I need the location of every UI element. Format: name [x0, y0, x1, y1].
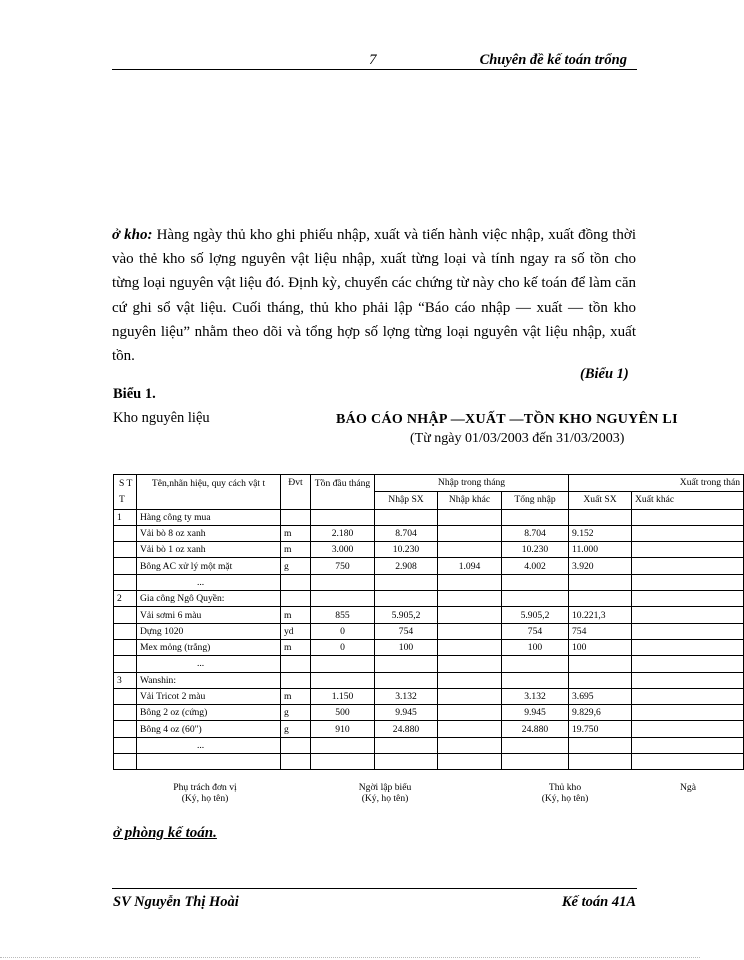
signature-title: Ngà [680, 782, 696, 793]
table-row [114, 525, 744, 541]
cell-stt: 3 [114, 672, 137, 688]
cell-export-other [632, 721, 744, 737]
col-unit: Đvt [281, 475, 311, 510]
paragraph-lead: ở kho: [112, 227, 153, 243]
cell-stt [114, 525, 137, 541]
cell-unit: m [281, 607, 311, 623]
body-paragraph [112, 223, 636, 368]
report-table-wrapper [113, 474, 740, 772]
table-row [114, 705, 744, 721]
cell-import-other [438, 737, 502, 753]
cell-stt [114, 542, 137, 558]
table-row [114, 688, 744, 704]
cell-opening [311, 754, 375, 770]
col-import-group: Nhập trong tháng [375, 475, 569, 492]
cell-import-total [502, 754, 569, 770]
cell-name: ... [137, 656, 281, 672]
cell-unit [281, 509, 311, 525]
cell-import-other [438, 623, 502, 639]
cell-opening: 750 [311, 558, 375, 574]
cell-import-total: 9.945 [502, 705, 569, 721]
header-rule [112, 69, 637, 70]
cell-import-sx: 10.230 [375, 542, 438, 558]
cell-import-total: 3.132 [502, 688, 569, 704]
cell-stt [114, 607, 137, 623]
col-stt: S T T [114, 475, 137, 510]
cell-export-other [632, 558, 744, 574]
cell-stt [114, 688, 137, 704]
paragraph-text: Hàng ngày thủ kho ghi phiếu nhập, xuất và tiến hành việc nhập, xuất đồng thời vào thẻ kho số lợng nguyên vật liệu nhập, xuất từng loại và tính ngay ra số tồn cho từng loại nguyên vật liệu đó. Định kỳ, chuyển các chứng từ này cho kế toán để làm căn cứ ghi sổ vật liệu. Cuối tháng, thủ kho phải lập “Báo cáo nhập — xuất — tồn kho nguyên liệu” nhằm theo dõi và tổng hợp số lợng từng loại nguyên vật liệu nhập, xuất tồn. [112, 227, 636, 365]
col-name: Tên,nhãn hiệu, quy cách vật t [137, 475, 281, 510]
cell-name: Bông AC xử lý một mặt [137, 558, 281, 574]
cell-stt [114, 705, 137, 721]
cell-import-total [502, 656, 569, 672]
col-export-sx: Xuất SX [569, 492, 632, 509]
page-number: 7 [369, 52, 377, 68]
cell-export-sx [569, 656, 632, 672]
cell-export-sx: 3.695 [569, 688, 632, 704]
signature-title: Phụ trách đơn vị [173, 782, 237, 793]
cell-import-sx [375, 672, 438, 688]
cell-unit: m [281, 688, 311, 704]
cell-opening: 3.000 [311, 542, 375, 558]
cell-export-sx [569, 574, 632, 590]
cell-import-sx [375, 574, 438, 590]
cell-opening: 1.150 [311, 688, 375, 704]
report-table [113, 474, 744, 770]
cell-stt: 1 [114, 509, 137, 525]
cell-import-sx [375, 754, 438, 770]
cell-import-total: 24.880 [502, 721, 569, 737]
cell-export-other [632, 607, 744, 623]
cell-stt [114, 558, 137, 574]
bieu-reference: (Biểu 1) [580, 366, 629, 382]
cell-import-total: 100 [502, 639, 569, 655]
table-row [114, 754, 744, 770]
cell-import-total [502, 574, 569, 590]
cell-unit [281, 737, 311, 753]
signature-1 [150, 782, 260, 804]
cell-export-other [632, 639, 744, 655]
cell-opening: 0 [311, 639, 375, 655]
signature-sub: (Ký, họ tên) [541, 793, 589, 804]
cell-name: Dựng 1020 [137, 623, 281, 639]
page-header [112, 52, 637, 70]
cell-export-other [632, 574, 744, 590]
cell-name: ... [137, 574, 281, 590]
signature-4 [680, 782, 720, 793]
cell-import-other [438, 591, 502, 607]
cell-opening: 0 [311, 623, 375, 639]
report-subtitle: (Từ ngày 01/03/2003 đến 31/03/2003) [410, 431, 625, 446]
cell-export-other [632, 623, 744, 639]
cell-unit: g [281, 705, 311, 721]
cell-import-sx [375, 656, 438, 672]
signature-sub: (Ký, họ tên) [181, 793, 229, 804]
cell-stt [114, 656, 137, 672]
cell-export-other [632, 672, 744, 688]
cell-import-other [438, 672, 502, 688]
cell-export-sx: 19.750 [569, 721, 632, 737]
cell-name: Wanshin: [137, 672, 281, 688]
cell-name: Hàng công ty mua [137, 509, 281, 525]
signature-sub: (Ký, họ tên) [361, 793, 409, 804]
cell-stt [114, 623, 137, 639]
cell-stt [114, 574, 137, 590]
table-row [114, 656, 744, 672]
cell-import-other [438, 542, 502, 558]
col-import-sx: Nhập SX [375, 492, 438, 509]
col-opening: Tồn đầu tháng [311, 475, 375, 510]
cell-export-sx: 3.920 [569, 558, 632, 574]
cell-import-total: 8.704 [502, 525, 569, 541]
col-import-total: Tổng nhập [502, 492, 569, 509]
cell-import-sx: 754 [375, 623, 438, 639]
report-title: BÁO CÁO NHẬP —XUẤT —TỒN KHO NGUYÊN LI [336, 412, 678, 427]
cell-stt [114, 737, 137, 753]
cell-export-other [632, 542, 744, 558]
signature-title: Thủ kho [548, 782, 582, 793]
cell-name: Mex mỏng (trắng) [137, 639, 281, 655]
table-row [114, 542, 744, 558]
cell-unit: m [281, 639, 311, 655]
cell-export-sx: 11.000 [569, 542, 632, 558]
cell-import-total: 754 [502, 623, 569, 639]
cell-import-sx [375, 591, 438, 607]
cell-export-sx: 100 [569, 639, 632, 655]
cell-export-other [632, 688, 744, 704]
cell-import-sx [375, 509, 438, 525]
cell-stt [114, 721, 137, 737]
cell-import-other [438, 607, 502, 623]
cell-export-other [632, 737, 744, 753]
col-import-other: Nhập khác [438, 492, 502, 509]
cell-opening: 500 [311, 705, 375, 721]
cell-import-other [438, 525, 502, 541]
table-header-row [114, 475, 744, 492]
cell-export-sx: 754 [569, 623, 632, 639]
cell-name: Vải Tricot 2 màu [137, 688, 281, 704]
cell-import-sx: 24.880 [375, 721, 438, 737]
signature-2 [330, 782, 440, 804]
cell-export-other [632, 525, 744, 541]
cell-export-sx [569, 591, 632, 607]
col-export-other: Xuất khác [632, 492, 744, 509]
cell-export-other [632, 754, 744, 770]
cell-export-other [632, 656, 744, 672]
cell-export-sx: 10.221,3 [569, 607, 632, 623]
cell-export-sx [569, 737, 632, 753]
cell-import-sx: 5.905,2 [375, 607, 438, 623]
table-row [114, 737, 744, 753]
cell-export-sx [569, 509, 632, 525]
cell-export-sx: 9.829,6 [569, 705, 632, 721]
footer-rule [112, 888, 637, 889]
footer-author: SV Nguyễn Thị Hoài [113, 894, 239, 910]
cell-import-total: 5.905,2 [502, 607, 569, 623]
cell-import-total [502, 737, 569, 753]
cell-export-sx [569, 672, 632, 688]
cell-import-total [502, 591, 569, 607]
cell-stt [114, 754, 137, 770]
table-row [114, 721, 744, 737]
cell-opening [311, 591, 375, 607]
cell-opening [311, 574, 375, 590]
cell-opening [311, 737, 375, 753]
cell-import-total [502, 509, 569, 525]
cell-import-other [438, 639, 502, 655]
cell-name: Bông 2 oz (cứng) [137, 705, 281, 721]
cell-import-other: 1.094 [438, 558, 502, 574]
cell-unit [281, 591, 311, 607]
table-row [114, 623, 744, 639]
cell-export-sx: 9.152 [569, 525, 632, 541]
cell-import-sx: 9.945 [375, 705, 438, 721]
cell-import-other [438, 688, 502, 704]
bieu-label: Biểu 1. [113, 386, 156, 402]
cell-unit: g [281, 721, 311, 737]
cell-unit [281, 754, 311, 770]
table-row [114, 607, 744, 623]
cell-name: ... [137, 737, 281, 753]
cell-import-total: 4.002 [502, 558, 569, 574]
cell-unit [281, 672, 311, 688]
section-heading: ở phòng kế toán. [113, 825, 217, 841]
cell-import-sx [375, 737, 438, 753]
cell-import-other [438, 656, 502, 672]
signature-3 [510, 782, 620, 804]
document-title: Chuyên đề kế toán trổng [479, 52, 627, 68]
cell-opening [311, 509, 375, 525]
cell-name: Vải bò 8 oz xanh [137, 525, 281, 541]
cell-name [137, 754, 281, 770]
cell-import-other [438, 721, 502, 737]
cell-unit: yd [281, 623, 311, 639]
cell-opening [311, 672, 375, 688]
cell-import-other [438, 509, 502, 525]
table-row [114, 591, 744, 607]
col-export-group: Xuất trong thán [569, 475, 744, 492]
cell-import-total [502, 672, 569, 688]
cell-stt: 2 [114, 591, 137, 607]
cell-name: Vải sơmi 6 màu [137, 607, 281, 623]
cell-opening: 855 [311, 607, 375, 623]
cell-unit [281, 656, 311, 672]
cell-import-total: 10.230 [502, 542, 569, 558]
cell-opening: 2.180 [311, 525, 375, 541]
cell-unit: m [281, 542, 311, 558]
table-row [114, 672, 744, 688]
cell-import-other [438, 754, 502, 770]
cell-name: Gia công Ngô Quyền: [137, 591, 281, 607]
signature-title: Ngời lập biểu [358, 782, 412, 793]
cell-opening [311, 656, 375, 672]
table-row [114, 639, 744, 655]
cell-import-sx: 100 [375, 639, 438, 655]
store-label: Kho nguyên liệu [113, 410, 210, 426]
cell-import-sx: 3.132 [375, 688, 438, 704]
cell-name: Vải bò 1 oz xanh [137, 542, 281, 558]
cell-unit: m [281, 525, 311, 541]
page-edge-dots [0, 957, 700, 958]
footer-class: Kế toán 41A [561, 894, 636, 910]
cell-export-sx [569, 754, 632, 770]
table-row [114, 574, 744, 590]
cell-import-other [438, 705, 502, 721]
table-row [114, 558, 744, 574]
cell-name: Bông 4 oz (60") [137, 721, 281, 737]
cell-export-other [632, 705, 744, 721]
cell-opening: 910 [311, 721, 375, 737]
cell-import-other [438, 574, 502, 590]
cell-export-other [632, 509, 744, 525]
cell-stt [114, 639, 137, 655]
table-row [114, 509, 744, 525]
cell-import-sx: 8.704 [375, 525, 438, 541]
cell-import-sx: 2.908 [375, 558, 438, 574]
cell-unit [281, 574, 311, 590]
cell-unit: g [281, 558, 311, 574]
cell-export-other [632, 591, 744, 607]
